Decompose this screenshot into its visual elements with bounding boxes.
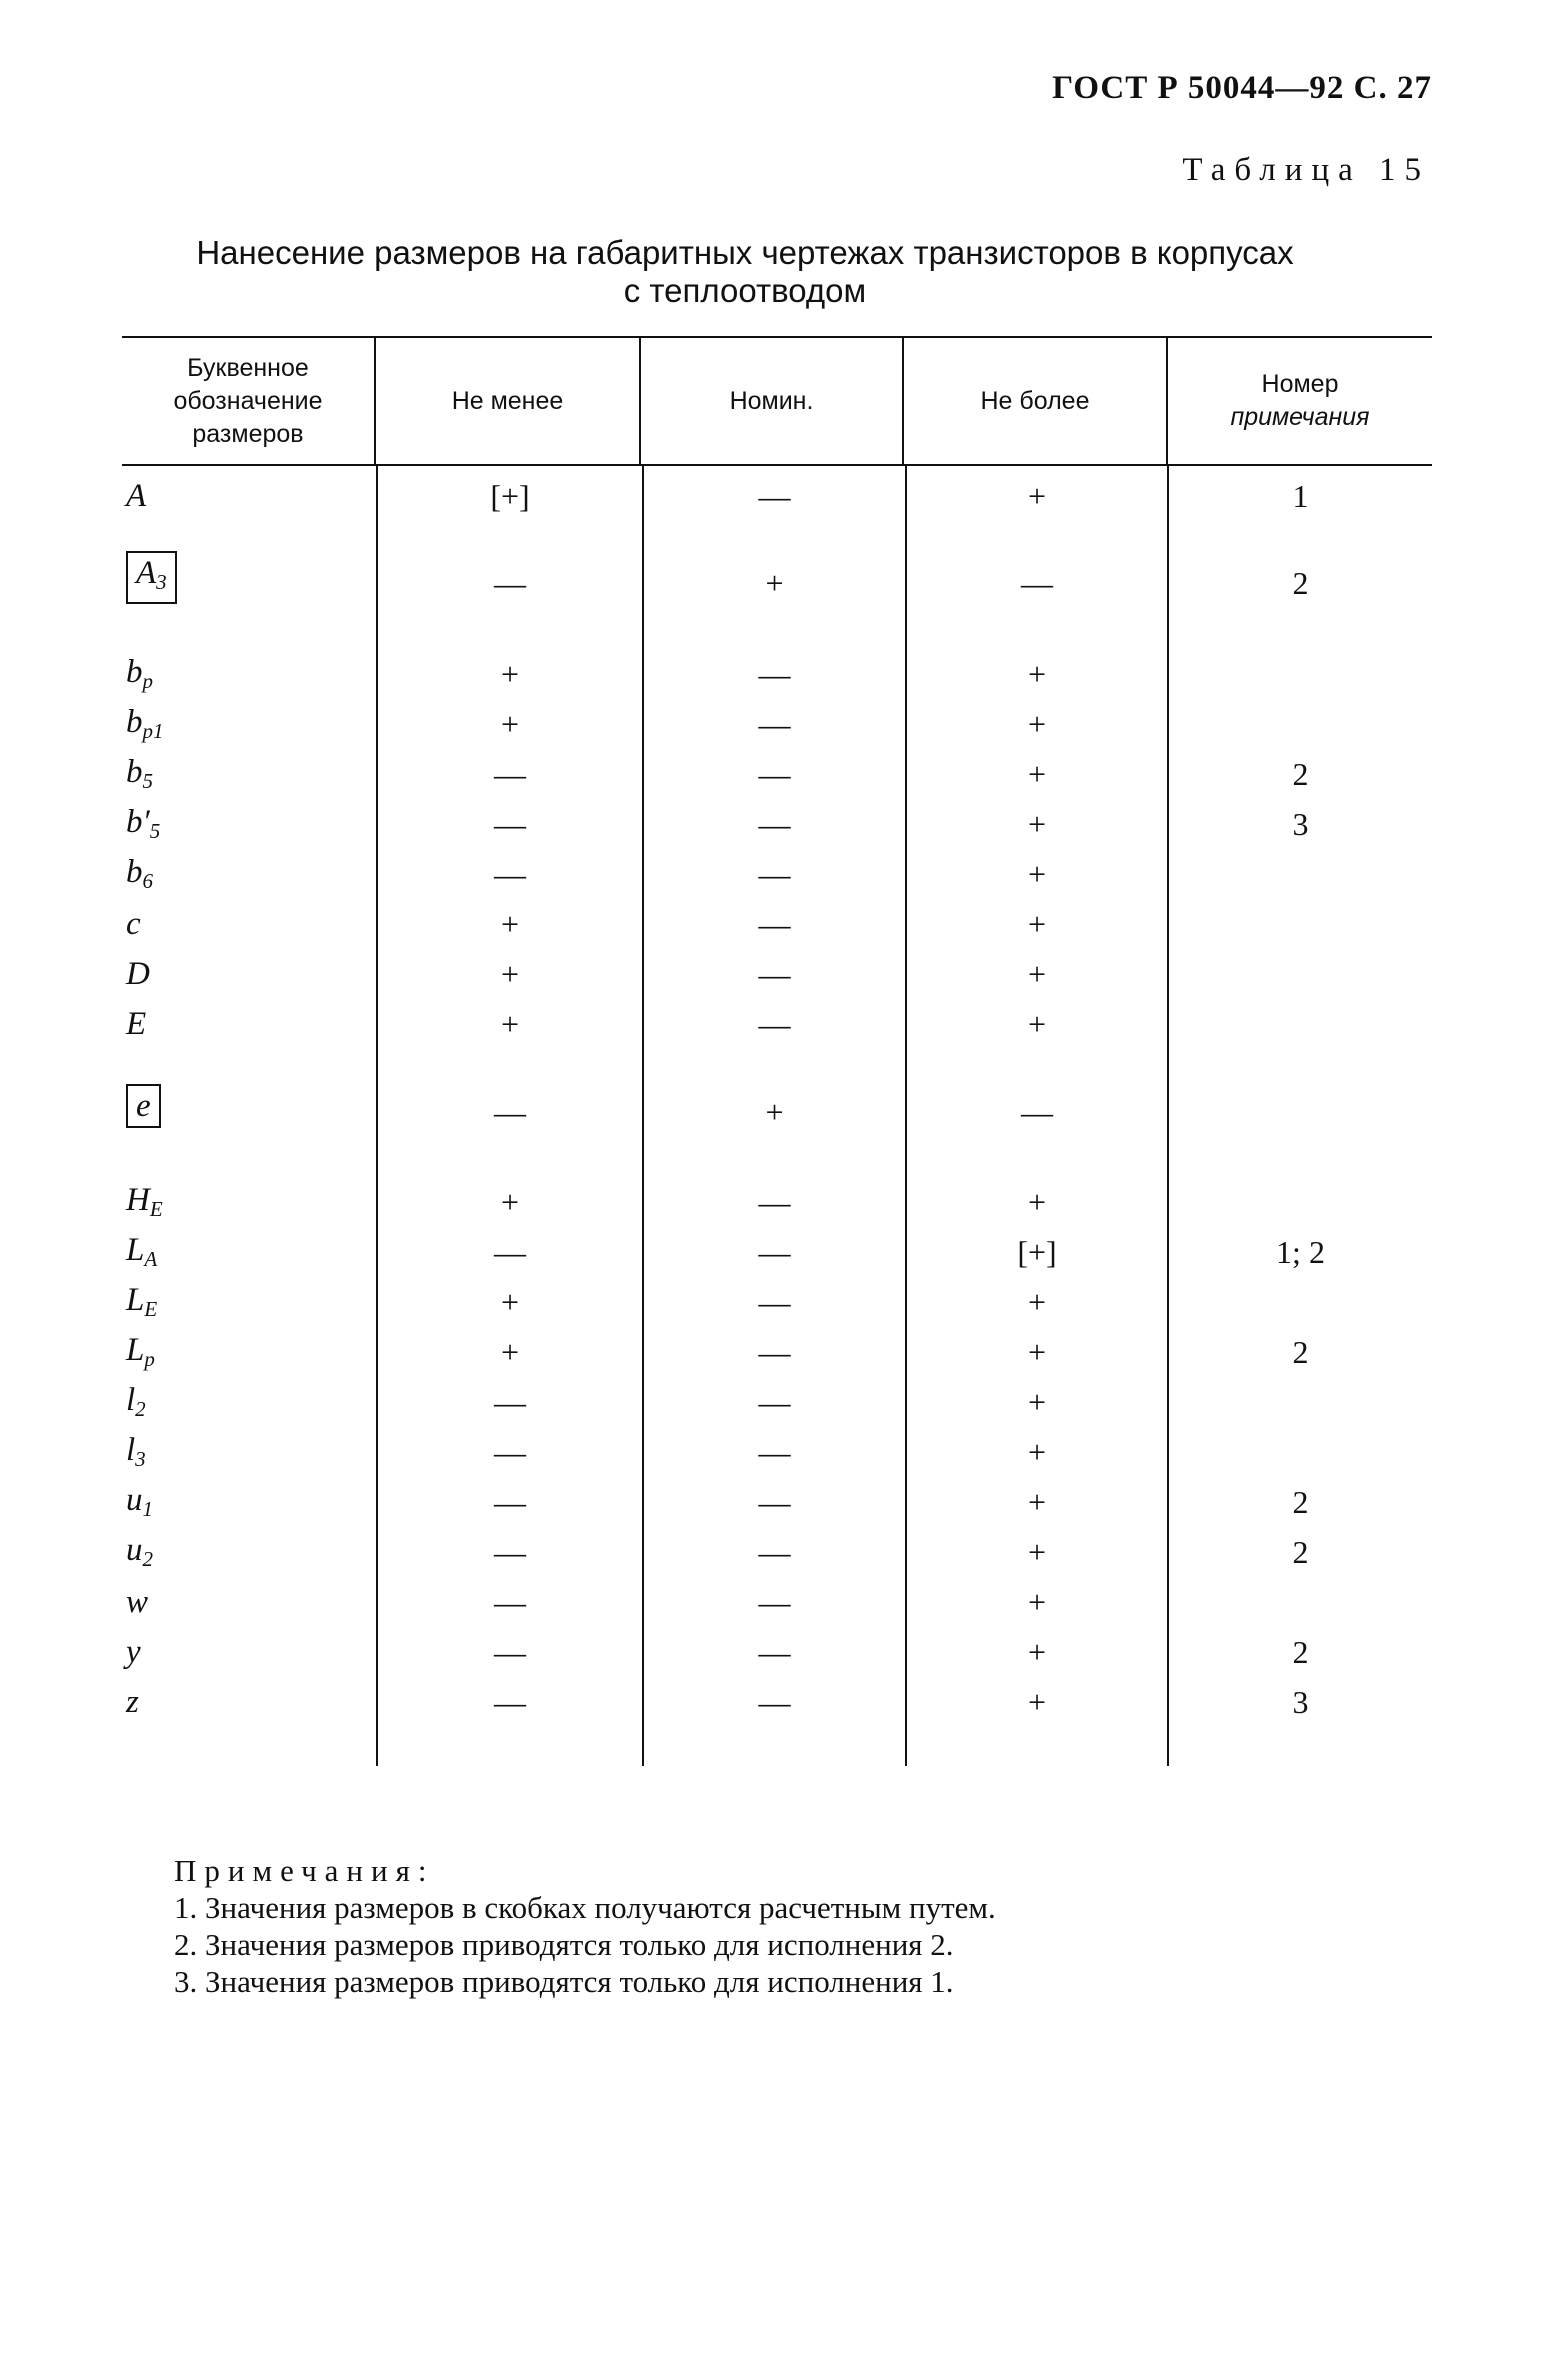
column-header-note-line-2: примечания <box>1230 403 1370 431</box>
cell-min: + <box>500 1005 520 1042</box>
note-item-3: 3. Значения размеров приводятся только для исполнения 1. <box>174 1964 954 1999</box>
boxed-symbol <box>126 1084 161 1128</box>
cell-max: + <box>1027 755 1047 792</box>
cell-max: + <box>1027 1183 1047 1220</box>
cell-min: + <box>500 955 520 992</box>
column-header-max: Не более <box>980 386 1090 415</box>
cell-max: — <box>1021 564 1053 601</box>
symbol-text <box>126 1332 155 1372</box>
symbol-subscript: 5 <box>142 769 153 793</box>
symbol-text <box>126 1382 146 1422</box>
cell-note: 2 <box>1292 564 1309 601</box>
cell-max: + <box>1027 477 1047 514</box>
symbol-subscript: 3 <box>156 569 167 594</box>
cell-min: — <box>494 1233 526 1270</box>
cell-max: + <box>1027 1533 1047 1570</box>
cell-max: + <box>1027 955 1047 992</box>
notes-title: Примечания: <box>174 1853 435 1888</box>
symbol-base: L <box>126 1232 145 1268</box>
cell-nom: — <box>758 1483 791 1520</box>
table-title-line-1: Нанесение размеров на габаритных чертежах транзисторов в корпусах <box>196 234 1294 271</box>
symbol-text <box>126 1532 153 1572</box>
note-item-2: 2. Значения размеров приводятся только для исполнения 2. <box>174 1927 954 1962</box>
cell-max: + <box>1027 1283 1047 1320</box>
symbol-subscript: p1 <box>142 719 164 743</box>
cell-note <box>1169 899 1432 949</box>
column-header-symbol-line-3: размеров <box>192 419 304 448</box>
symbol-subscript: E <box>149 1197 163 1221</box>
symbol-text <box>126 906 141 943</box>
symbol-subscript: p <box>142 669 153 693</box>
symbol-base: e <box>136 1088 151 1124</box>
cell-nom: — <box>758 1383 791 1420</box>
cell-note <box>1169 1177 1432 1227</box>
symbol-base: l <box>126 1382 136 1418</box>
cell-note <box>1169 999 1432 1049</box>
cell-note <box>1169 649 1432 699</box>
cell-nom: — <box>758 1683 791 1720</box>
cell-nom: — <box>758 1433 791 1470</box>
cell-max: [+] <box>1017 1233 1057 1270</box>
symbol-subscript: 6 <box>142 869 153 893</box>
cell-note: 3 <box>1292 805 1309 842</box>
row-symbol <box>126 1527 153 1577</box>
row-symbol <box>126 552 177 602</box>
row-symbol <box>126 949 150 999</box>
cell-nom: — <box>758 1233 791 1270</box>
cell-min: — <box>494 564 526 601</box>
row-symbol <box>126 849 153 899</box>
cell-nom: — <box>758 1183 791 1220</box>
row-symbol <box>126 1477 153 1527</box>
cell-nom: — <box>758 1005 791 1042</box>
symbol-base: b <box>126 754 143 790</box>
cell-nom: — <box>758 755 791 792</box>
cell-max: + <box>1027 705 1047 742</box>
row-symbol <box>126 899 141 949</box>
row-symbol <box>126 1227 157 1277</box>
note-item-1: 1. Значения размеров в скобках получаются расчетным путем. <box>174 1890 996 1925</box>
symbol-text <box>126 804 160 844</box>
cell-nom: — <box>758 655 791 692</box>
cell-max: + <box>1027 1683 1047 1720</box>
symbol-text <box>126 1684 139 1721</box>
symbol-text <box>126 1634 141 1671</box>
row-symbol <box>126 1627 141 1677</box>
row-symbol <box>126 649 153 699</box>
symbol-base: b <box>126 854 143 890</box>
table-title <box>130 234 1360 310</box>
cell-min: — <box>494 1483 526 1520</box>
cell-min: — <box>494 855 526 892</box>
symbol-base: b <box>126 654 143 690</box>
symbol-subscript: 2 <box>142 1547 153 1571</box>
cell-min: + <box>500 1333 520 1370</box>
symbol-subscript: p <box>144 1347 155 1371</box>
header-bottom-rule <box>122 464 1432 466</box>
cell-min: — <box>494 1683 526 1720</box>
symbol-base: u <box>126 1482 143 1518</box>
row-symbol <box>126 999 146 1049</box>
cell-nom: — <box>758 1283 791 1320</box>
cell-note: 2 <box>1292 1533 1309 1570</box>
cell-min: — <box>494 1633 526 1670</box>
cell-note <box>1169 1577 1432 1627</box>
table-notes <box>174 1852 996 2000</box>
cell-note: 2 <box>1292 1483 1309 1520</box>
row-symbol <box>126 1081 161 1131</box>
row-symbol <box>126 699 164 749</box>
cell-min: — <box>494 1583 526 1620</box>
symbol-text <box>126 1482 153 1522</box>
symbol-text <box>126 1584 148 1621</box>
cell-max: + <box>1027 855 1047 892</box>
table-title-line-2: с теплоотводом <box>623 272 867 309</box>
cell-nom: — <box>758 1533 791 1570</box>
cell-nom: — <box>758 855 791 892</box>
cell-nom: — <box>758 905 791 942</box>
cell-max: + <box>1027 655 1047 692</box>
cell-max: + <box>1027 805 1047 842</box>
cell-note: 1 <box>1292 477 1309 514</box>
row-symbol <box>126 1377 146 1427</box>
column-header-note <box>1168 338 1432 464</box>
row-symbol <box>126 749 153 799</box>
cell-min: — <box>494 1093 526 1130</box>
cell-note <box>1169 1427 1432 1477</box>
symbol-base: y <box>126 1633 141 1670</box>
cell-nom: — <box>758 1583 791 1620</box>
cell-max: — <box>1021 1093 1053 1130</box>
cell-nom: — <box>758 705 791 742</box>
symbol-subscript: E <box>144 1297 158 1321</box>
cell-max: + <box>1027 1633 1047 1670</box>
symbol-text <box>126 1182 163 1222</box>
row-symbol <box>126 471 146 521</box>
cell-note <box>1169 949 1432 999</box>
symbol-base: u <box>126 1532 143 1568</box>
row-symbol <box>126 1677 139 1727</box>
symbol-base: H <box>126 1182 150 1218</box>
symbol-text <box>126 854 153 894</box>
cell-nom: — <box>758 1333 791 1370</box>
cell-min: + <box>500 1283 520 1320</box>
cell-note: 1; 2 <box>1276 1233 1325 1270</box>
cell-min: + <box>500 1183 520 1220</box>
cell-min: + <box>500 705 520 742</box>
cell-nom: — <box>758 477 791 514</box>
dimensions-table <box>122 336 1432 1766</box>
cell-nom: + <box>765 564 784 601</box>
column-header-note-line-1: Номер <box>1261 370 1339 398</box>
cell-max: + <box>1027 1583 1047 1620</box>
symbol-text <box>126 754 153 794</box>
symbol-text <box>126 654 153 694</box>
cell-note <box>1169 849 1432 899</box>
row-symbol <box>126 1177 163 1227</box>
column-header-min: Не менее <box>451 386 564 415</box>
cell-min: — <box>494 1533 526 1570</box>
cell-nom: — <box>758 1633 791 1670</box>
cell-min: — <box>494 755 526 792</box>
cell-max: + <box>1027 1483 1047 1520</box>
cell-max: + <box>1027 1383 1047 1420</box>
symbol-base: l <box>126 1432 136 1468</box>
column-header-symbol-line-2: обозначение <box>173 386 323 415</box>
row-symbol <box>126 1427 146 1477</box>
column-header-symbol-line-1: Буквенное <box>187 353 309 382</box>
symbol-prime: ′ <box>142 804 150 840</box>
cell-note: 2 <box>1292 755 1309 792</box>
symbol-base: A <box>126 477 147 514</box>
cell-min: — <box>494 805 526 842</box>
symbol-text <box>126 704 164 744</box>
symbol-base: z <box>126 1683 139 1720</box>
symbol-subscript: A <box>144 1247 158 1271</box>
column-header-nom: Номин. <box>729 386 814 415</box>
symbol-base: E <box>126 1005 147 1042</box>
row-symbol <box>126 1277 157 1327</box>
cell-nom: + <box>765 1093 784 1130</box>
cell-note: 3 <box>1292 1683 1309 1720</box>
cell-min: — <box>494 1433 526 1470</box>
cell-max: + <box>1027 1433 1047 1470</box>
cell-note <box>1169 699 1432 749</box>
symbol-base: c <box>126 905 141 942</box>
cell-min: — <box>494 1383 526 1420</box>
symbol-base: A <box>136 554 157 591</box>
symbol-text <box>126 956 150 993</box>
column-header-symbol <box>122 338 374 464</box>
symbol-base: D <box>126 955 150 992</box>
symbol-subscript: 2 <box>135 1397 146 1421</box>
boxed-symbol <box>126 551 177 604</box>
cell-nom: — <box>758 805 791 842</box>
cell-max: + <box>1027 905 1047 942</box>
symbol-text <box>126 1006 146 1043</box>
symbol-text <box>126 1282 157 1322</box>
symbol-base: L <box>126 1332 145 1368</box>
symbol-base: b <box>126 704 143 740</box>
symbol-text <box>126 1432 146 1472</box>
cell-note <box>1169 1377 1432 1427</box>
symbol-subscript: 5 <box>149 819 161 843</box>
row-symbol <box>126 1327 155 1377</box>
symbol-base: w <box>126 1583 149 1620</box>
cell-note: 2 <box>1292 1633 1309 1670</box>
symbol-text <box>126 1232 157 1272</box>
cell-note <box>1169 1087 1432 1137</box>
row-symbol <box>126 1577 148 1627</box>
cell-max: + <box>1027 1333 1047 1370</box>
cell-note <box>1169 1277 1432 1327</box>
cell-max: + <box>1027 1005 1047 1042</box>
symbol-base: L <box>126 1282 145 1318</box>
symbol-text <box>126 478 146 515</box>
page-header: ГОСТ Р 50044—92 С. 27 <box>1052 70 1432 106</box>
cell-note: 2 <box>1292 1333 1309 1370</box>
symbol-subscript: 3 <box>135 1447 146 1471</box>
table-label: Таблица 15 <box>1182 152 1430 188</box>
cell-min: + <box>500 905 520 942</box>
symbol-subscript: 1 <box>142 1497 153 1521</box>
row-symbol <box>126 799 160 849</box>
symbol-base: b <box>126 804 143 840</box>
cell-min: [+] <box>490 477 530 514</box>
cell-nom: — <box>758 955 791 992</box>
cell-min: + <box>500 655 520 692</box>
